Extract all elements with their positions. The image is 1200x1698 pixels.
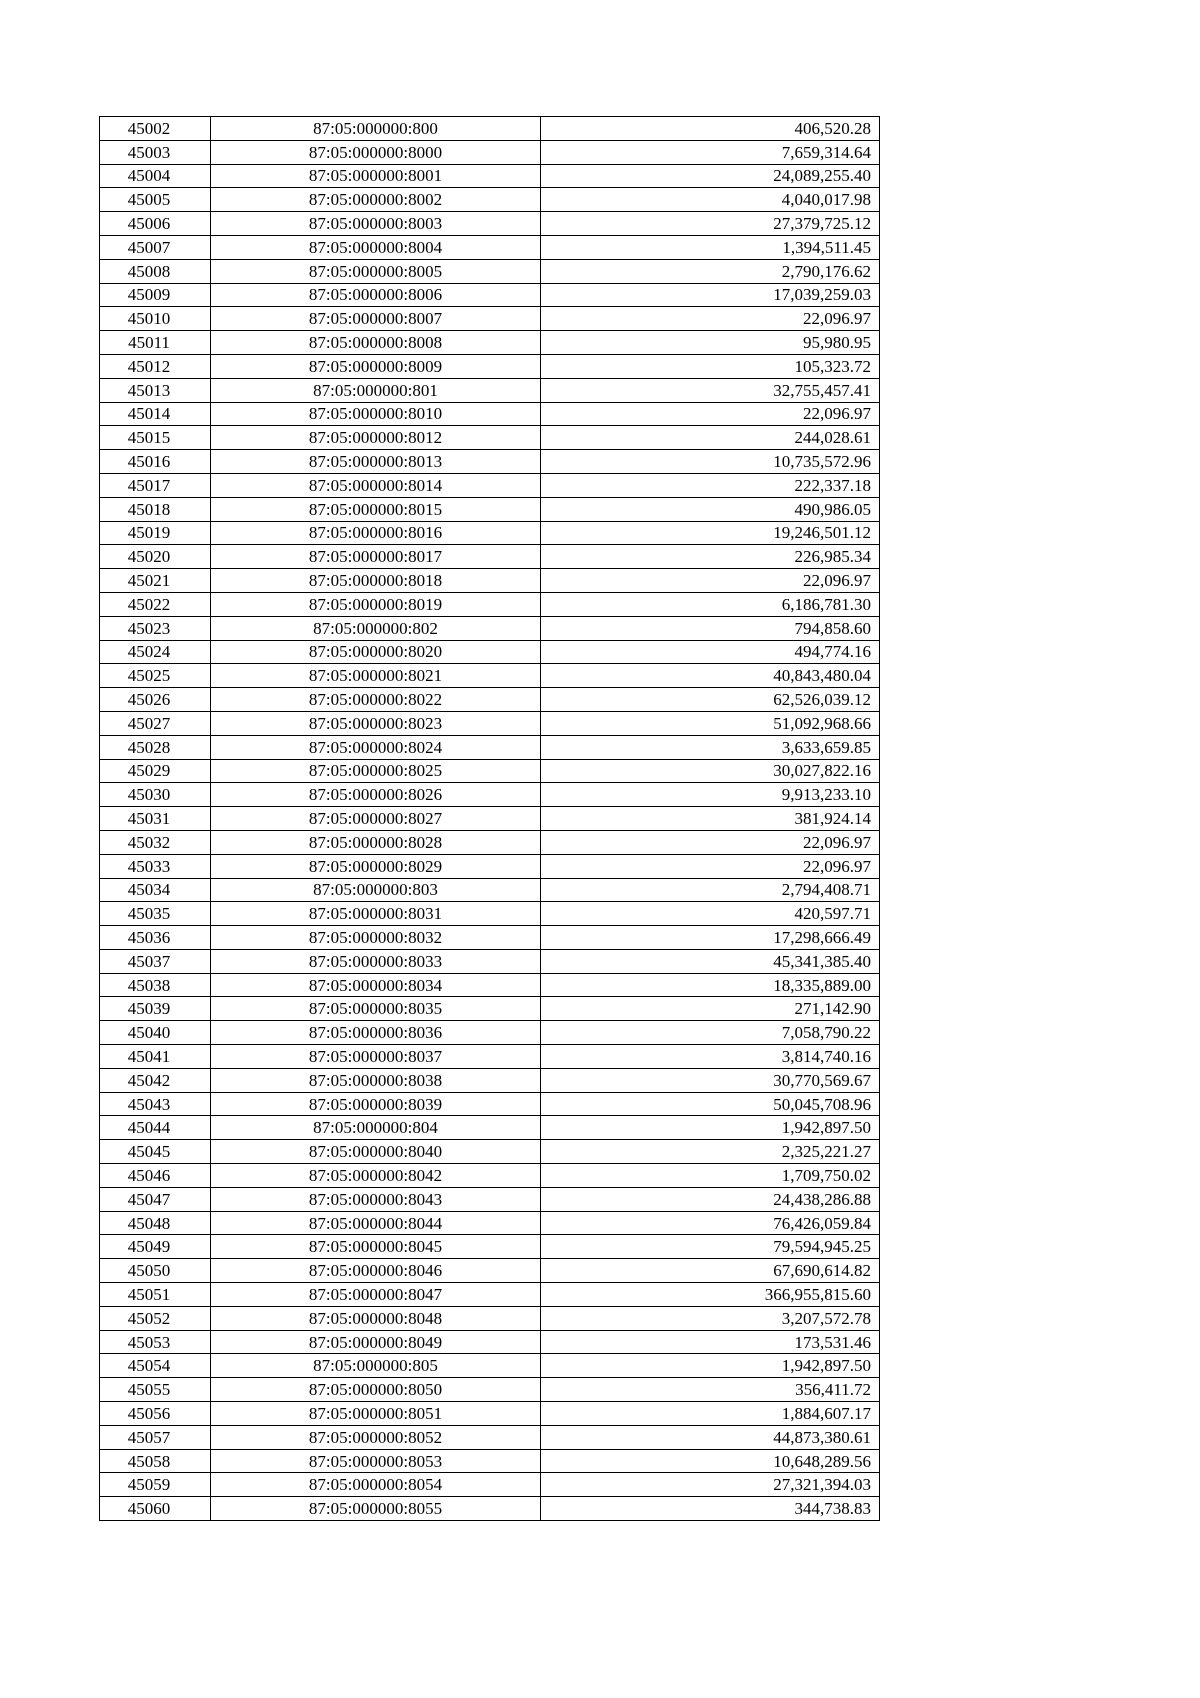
table-row [100, 1187, 880, 1211]
amount-cell: 45,341,385.40 [541, 949, 880, 973]
table-row [100, 1116, 880, 1140]
table-row [100, 1140, 880, 1164]
cadastral-value-table [99, 116, 880, 1521]
row-number-cell: 45005 [100, 188, 211, 212]
amount-cell: 30,027,822.16 [541, 759, 880, 783]
amount-cell: 62,526,039.12 [541, 688, 880, 712]
row-number-cell: 45042 [100, 1068, 211, 1092]
cadastral-number-cell: 87:05:000000:8006 [211, 283, 541, 307]
cadastral-number-cell: 87:05:000000:8008 [211, 331, 541, 355]
cadastral-number-cell: 87:05:000000:8025 [211, 759, 541, 783]
amount-cell: 2,790,176.62 [541, 259, 880, 283]
row-number-cell: 45028 [100, 735, 211, 759]
table-row [100, 973, 880, 997]
amount-cell: 344,738.83 [541, 1497, 880, 1521]
row-number-cell: 45059 [100, 1473, 211, 1497]
row-number-cell: 45030 [100, 783, 211, 807]
amount-cell: 244,028.61 [541, 426, 880, 450]
cadastral-number-cell: 87:05:000000:8020 [211, 640, 541, 664]
cadastral-number-cell: 87:05:000000:8013 [211, 450, 541, 474]
amount-cell: 1,942,897.50 [541, 1116, 880, 1140]
table-row [100, 1235, 880, 1259]
cadastral-number-cell: 87:05:000000:8034 [211, 973, 541, 997]
table-row [100, 759, 880, 783]
row-number-cell: 45007 [100, 235, 211, 259]
cadastral-number-cell: 87:05:000000:8032 [211, 926, 541, 950]
row-number-cell: 45014 [100, 402, 211, 426]
amount-cell: 79,594,945.25 [541, 1235, 880, 1259]
cadastral-number-cell: 87:05:000000:8028 [211, 830, 541, 854]
table-row [100, 1092, 880, 1116]
cadastral-number-cell: 87:05:000000:8004 [211, 235, 541, 259]
table-row [100, 378, 880, 402]
table-row [100, 354, 880, 378]
table-row [100, 1021, 880, 1045]
table-row [100, 307, 880, 331]
amount-cell: 2,325,221.27 [541, 1140, 880, 1164]
amount-cell: 2,794,408.71 [541, 878, 880, 902]
table-row [100, 1330, 880, 1354]
row-number-cell: 45060 [100, 1497, 211, 1521]
table-row [100, 664, 880, 688]
amount-cell: 22,096.97 [541, 569, 880, 593]
table-row [100, 1259, 880, 1283]
amount-cell: 19,246,501.12 [541, 521, 880, 545]
row-number-cell: 45040 [100, 1021, 211, 1045]
amount-cell: 356,411.72 [541, 1378, 880, 1402]
row-number-cell: 45054 [100, 1354, 211, 1378]
row-number-cell: 45039 [100, 997, 211, 1021]
table-row [100, 402, 880, 426]
table-row [100, 830, 880, 854]
cadastral-number-cell: 87:05:000000:8040 [211, 1140, 541, 1164]
row-number-cell: 45051 [100, 1283, 211, 1307]
table-row [100, 1164, 880, 1188]
cadastral-number-cell: 87:05:000000:8018 [211, 569, 541, 593]
row-number-cell: 45053 [100, 1330, 211, 1354]
amount-cell: 420,597.71 [541, 902, 880, 926]
table-row [100, 164, 880, 188]
amount-cell: 494,774.16 [541, 640, 880, 664]
row-number-cell: 45029 [100, 759, 211, 783]
cadastral-number-cell: 87:05:000000:8022 [211, 688, 541, 712]
amount-cell: 1,709,750.02 [541, 1164, 880, 1188]
row-number-cell: 45023 [100, 616, 211, 640]
table-row [100, 592, 880, 616]
table-row [100, 1473, 880, 1497]
cadastral-number-cell: 87:05:000000:8026 [211, 783, 541, 807]
cadastral-number-cell: 87:05:000000:8002 [211, 188, 541, 212]
table-row [100, 949, 880, 973]
cadastral-number-cell: 87:05:000000:8019 [211, 592, 541, 616]
amount-cell: 6,186,781.30 [541, 592, 880, 616]
row-number-cell: 45032 [100, 830, 211, 854]
cadastral-number-cell: 87:05:000000:8003 [211, 212, 541, 236]
row-number-cell: 45004 [100, 164, 211, 188]
amount-cell: 105,323.72 [541, 354, 880, 378]
cadastral-number-cell: 87:05:000000:8017 [211, 545, 541, 569]
row-number-cell: 45055 [100, 1378, 211, 1402]
cadastral-number-cell: 87:05:000000:805 [211, 1354, 541, 1378]
cadastral-number-cell: 87:05:000000:8007 [211, 307, 541, 331]
cadastral-number-cell: 87:05:000000:8038 [211, 1068, 541, 1092]
row-number-cell: 45056 [100, 1402, 211, 1426]
amount-cell: 95,980.95 [541, 331, 880, 355]
amount-cell: 10,648,289.56 [541, 1449, 880, 1473]
amount-cell: 51,092,968.66 [541, 711, 880, 735]
table-row [100, 283, 880, 307]
table-row [100, 140, 880, 164]
table-row [100, 188, 880, 212]
amount-cell: 4,040,017.98 [541, 188, 880, 212]
table-row [100, 473, 880, 497]
cadastral-number-cell: 87:05:000000:8044 [211, 1211, 541, 1235]
amount-cell: 366,955,815.60 [541, 1283, 880, 1307]
row-number-cell: 45047 [100, 1187, 211, 1211]
cadastral-number-cell: 87:05:000000:8052 [211, 1425, 541, 1449]
amount-cell: 226,985.34 [541, 545, 880, 569]
cadastral-number-cell: 87:05:000000:8046 [211, 1259, 541, 1283]
amount-cell: 24,089,255.40 [541, 164, 880, 188]
cadastral-number-cell: 87:05:000000:8037 [211, 1045, 541, 1069]
row-number-cell: 45010 [100, 307, 211, 331]
amount-cell: 24,438,286.88 [541, 1187, 880, 1211]
amount-cell: 22,096.97 [541, 402, 880, 426]
cadastral-number-cell: 87:05:000000:804 [211, 1116, 541, 1140]
amount-cell: 44,873,380.61 [541, 1425, 880, 1449]
cadastral-number-cell: 87:05:000000:8027 [211, 807, 541, 831]
row-number-cell: 45038 [100, 973, 211, 997]
cadastral-number-cell: 87:05:000000:801 [211, 378, 541, 402]
cadastral-number-cell: 87:05:000000:8001 [211, 164, 541, 188]
amount-cell: 76,426,059.84 [541, 1211, 880, 1235]
table-row [100, 426, 880, 450]
table-row [100, 1449, 880, 1473]
cadastral-number-cell: 87:05:000000:8014 [211, 473, 541, 497]
table-row [100, 331, 880, 355]
amount-cell: 3,633,659.85 [541, 735, 880, 759]
table-row [100, 926, 880, 950]
cadastral-number-cell: 87:05:000000:802 [211, 616, 541, 640]
amount-cell: 222,337.18 [541, 473, 880, 497]
row-number-cell: 45002 [100, 117, 211, 141]
table-row [100, 545, 880, 569]
amount-cell: 22,096.97 [541, 307, 880, 331]
amount-cell: 490,986.05 [541, 497, 880, 521]
cadastral-number-cell: 87:05:000000:8024 [211, 735, 541, 759]
row-number-cell: 45031 [100, 807, 211, 831]
table-row [100, 1306, 880, 1330]
row-number-cell: 45003 [100, 140, 211, 164]
row-number-cell: 45057 [100, 1425, 211, 1449]
row-number-cell: 45016 [100, 450, 211, 474]
amount-cell: 32,755,457.41 [541, 378, 880, 402]
table-row [100, 1497, 880, 1521]
table-row [100, 521, 880, 545]
table-row [100, 1354, 880, 1378]
table-row [100, 497, 880, 521]
row-number-cell: 45035 [100, 902, 211, 926]
row-number-cell: 45006 [100, 212, 211, 236]
amount-cell: 10,735,572.96 [541, 450, 880, 474]
table-row [100, 711, 880, 735]
amount-cell: 1,884,607.17 [541, 1402, 880, 1426]
amount-cell: 794,858.60 [541, 616, 880, 640]
cadastral-number-cell: 87:05:000000:8015 [211, 497, 541, 521]
amount-cell: 27,379,725.12 [541, 212, 880, 236]
row-number-cell: 45044 [100, 1116, 211, 1140]
table-row [100, 783, 880, 807]
table-row [100, 735, 880, 759]
amount-cell: 7,058,790.22 [541, 1021, 880, 1045]
row-number-cell: 45052 [100, 1306, 211, 1330]
cadastral-number-cell: 87:05:000000:8021 [211, 664, 541, 688]
amount-cell: 381,924.14 [541, 807, 880, 831]
row-number-cell: 45050 [100, 1259, 211, 1283]
cadastral-number-cell: 87:05:000000:8039 [211, 1092, 541, 1116]
table-row [100, 640, 880, 664]
amount-cell: 271,142.90 [541, 997, 880, 1021]
amount-cell: 173,531.46 [541, 1330, 880, 1354]
cadastral-number-cell: 87:05:000000:8048 [211, 1306, 541, 1330]
row-number-cell: 45024 [100, 640, 211, 664]
table-row [100, 1283, 880, 1307]
table-row [100, 902, 880, 926]
row-number-cell: 45033 [100, 854, 211, 878]
table-row [100, 1402, 880, 1426]
amount-cell: 3,207,572.78 [541, 1306, 880, 1330]
row-number-cell: 45020 [100, 545, 211, 569]
cadastral-number-cell: 87:05:000000:8005 [211, 259, 541, 283]
table-row [100, 212, 880, 236]
table-row [100, 235, 880, 259]
cadastral-number-cell: 87:05:000000:8010 [211, 402, 541, 426]
amount-cell: 50,045,708.96 [541, 1092, 880, 1116]
table-row [100, 807, 880, 831]
amount-cell: 17,039,259.03 [541, 283, 880, 307]
cadastral-number-cell: 87:05:000000:8043 [211, 1187, 541, 1211]
table-row [100, 616, 880, 640]
cadastral-number-cell: 87:05:000000:8051 [211, 1402, 541, 1426]
amount-cell: 40,843,480.04 [541, 664, 880, 688]
table-row [100, 117, 880, 141]
row-number-cell: 45019 [100, 521, 211, 545]
row-number-cell: 45027 [100, 711, 211, 735]
cadastral-number-cell: 87:05:000000:8045 [211, 1235, 541, 1259]
amount-cell: 1,394,511.45 [541, 235, 880, 259]
amount-cell: 1,942,897.50 [541, 1354, 880, 1378]
cadastral-number-cell: 87:05:000000:8036 [211, 1021, 541, 1045]
row-number-cell: 45043 [100, 1092, 211, 1116]
cadastral-number-cell: 87:05:000000:800 [211, 117, 541, 141]
row-number-cell: 45011 [100, 331, 211, 355]
table-row [100, 450, 880, 474]
amount-cell: 7,659,314.64 [541, 140, 880, 164]
cadastral-number-cell: 87:05:000000:803 [211, 878, 541, 902]
row-number-cell: 45025 [100, 664, 211, 688]
amount-cell: 18,335,889.00 [541, 973, 880, 997]
row-number-cell: 45008 [100, 259, 211, 283]
table-row [100, 878, 880, 902]
row-number-cell: 45058 [100, 1449, 211, 1473]
row-number-cell: 45015 [100, 426, 211, 450]
amount-cell: 22,096.97 [541, 854, 880, 878]
cadastral-number-cell: 87:05:000000:8042 [211, 1164, 541, 1188]
row-number-cell: 45021 [100, 569, 211, 593]
amount-cell: 67,690,614.82 [541, 1259, 880, 1283]
cadastral-number-cell: 87:05:000000:8055 [211, 1497, 541, 1521]
row-number-cell: 45013 [100, 378, 211, 402]
row-number-cell: 45017 [100, 473, 211, 497]
row-number-cell: 45036 [100, 926, 211, 950]
table-row [100, 569, 880, 593]
cadastral-number-cell: 87:05:000000:8012 [211, 426, 541, 450]
row-number-cell: 45037 [100, 949, 211, 973]
table-row [100, 259, 880, 283]
row-number-cell: 45034 [100, 878, 211, 902]
table-row [100, 997, 880, 1021]
row-number-cell: 45048 [100, 1211, 211, 1235]
table-body [100, 117, 880, 1521]
amount-cell: 406,520.28 [541, 117, 880, 141]
cadastral-number-cell: 87:05:000000:8031 [211, 902, 541, 926]
cadastral-number-cell: 87:05:000000:8050 [211, 1378, 541, 1402]
table-row [100, 688, 880, 712]
cadastral-number-cell: 87:05:000000:8033 [211, 949, 541, 973]
row-number-cell: 45045 [100, 1140, 211, 1164]
cadastral-number-cell: 87:05:000000:8053 [211, 1449, 541, 1473]
row-number-cell: 45009 [100, 283, 211, 307]
table-row [100, 1045, 880, 1069]
amount-cell: 27,321,394.03 [541, 1473, 880, 1497]
amount-cell: 3,814,740.16 [541, 1045, 880, 1069]
table-row [100, 1068, 880, 1092]
cadastral-number-cell: 87:05:000000:8035 [211, 997, 541, 1021]
cadastral-number-cell: 87:05:000000:8029 [211, 854, 541, 878]
table-row [100, 1378, 880, 1402]
amount-cell: 22,096.97 [541, 830, 880, 854]
cadastral-number-cell: 87:05:000000:8016 [211, 521, 541, 545]
amount-cell: 9,913,233.10 [541, 783, 880, 807]
cadastral-number-cell: 87:05:000000:8054 [211, 1473, 541, 1497]
row-number-cell: 45041 [100, 1045, 211, 1069]
row-number-cell: 45046 [100, 1164, 211, 1188]
row-number-cell: 45049 [100, 1235, 211, 1259]
row-number-cell: 45026 [100, 688, 211, 712]
cadastral-number-cell: 87:05:000000:8023 [211, 711, 541, 735]
row-number-cell: 45018 [100, 497, 211, 521]
row-number-cell: 45022 [100, 592, 211, 616]
cadastral-number-cell: 87:05:000000:8009 [211, 354, 541, 378]
cadastral-number-cell: 87:05:000000:8049 [211, 1330, 541, 1354]
amount-cell: 30,770,569.67 [541, 1068, 880, 1092]
row-number-cell: 45012 [100, 354, 211, 378]
table-row [100, 1425, 880, 1449]
amount-cell: 17,298,666.49 [541, 926, 880, 950]
table-row [100, 854, 880, 878]
cadastral-number-cell: 87:05:000000:8047 [211, 1283, 541, 1307]
cadastral-number-cell: 87:05:000000:8000 [211, 140, 541, 164]
table-row [100, 1211, 880, 1235]
